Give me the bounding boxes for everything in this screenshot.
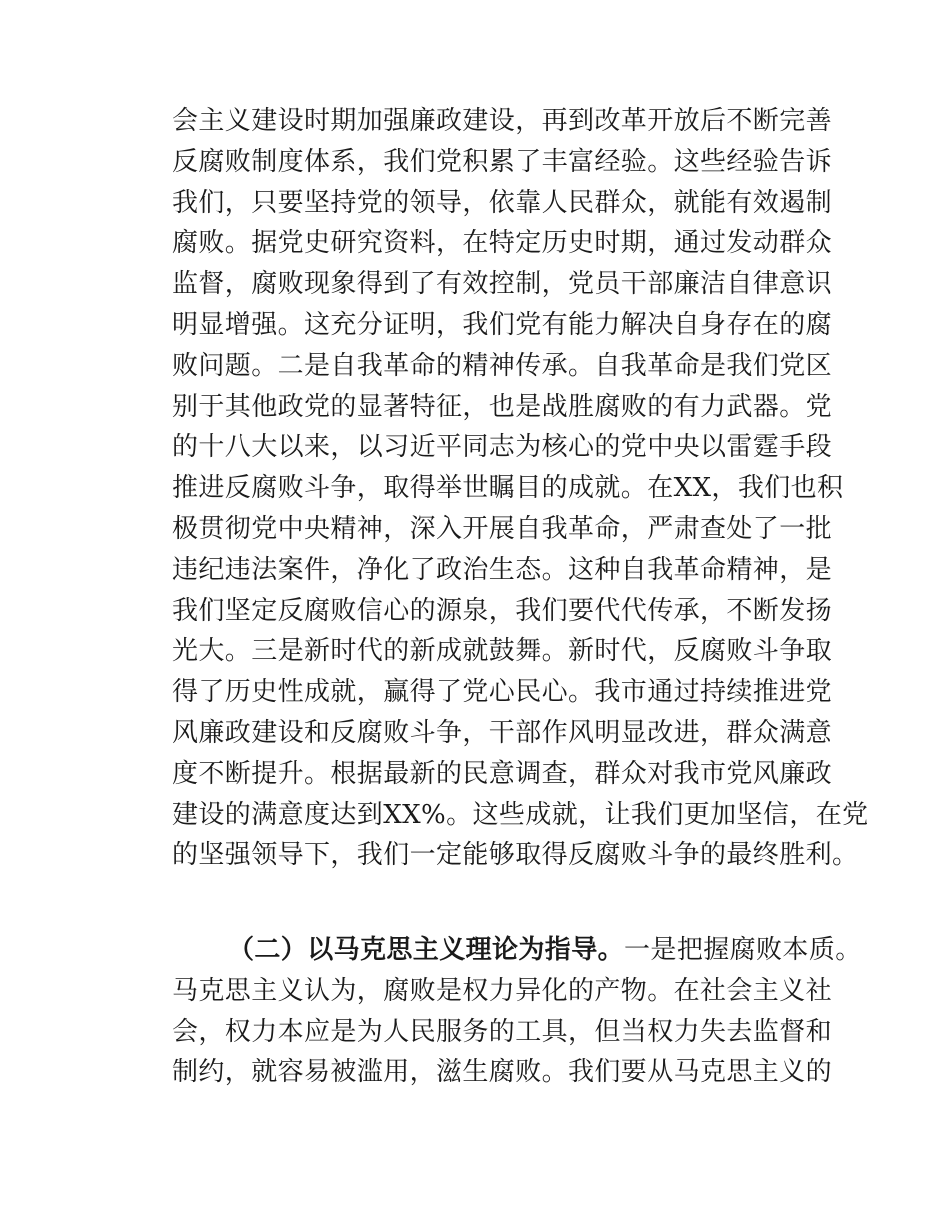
paragraph-line: 建设的满意度达到XX%。这些成就，让我们更加坚信，在党 [172, 799, 869, 830]
paragraph-line: 腐败。据党史研究资料，在特定历史时期，通过发动群众 [172, 228, 833, 259]
paragraph-line: 制约，就容易被滥用，滋生腐败。我们要从马克思主义的 [172, 1057, 833, 1088]
paragraph-line: 会主义建设时期加强廉政建设，再到改革开放后不断完善 [172, 106, 833, 136]
paragraph-line: 度不断提升。根据最新的民意调查，群众对我市党风廉政 [172, 758, 833, 789]
paragraph-line: 的十八大以来，以习近平同志为核心的党中央以雷霆手段 [172, 432, 833, 463]
paragraph-line: 得了历史性成就，赢得了党心民心。我市通过持续推进党 [172, 677, 833, 708]
paragraph-line: 我们，只要坚持党的领导，依靠人民群众，就能有效遏制 [172, 187, 833, 218]
paragraph-2 [172, 930, 862, 1093]
paragraph-line: 的坚强领导下，我们一定能够取得反腐败斗争的最终胜利。 [172, 840, 859, 871]
paragraph-line: 明显增强。这充分证明，我们党有能力解决自身存在的腐 [172, 309, 833, 340]
paragraph-line: 我们坚定反腐败信心的源泉，我们要代代传承，不断发扬 [172, 595, 833, 626]
paragraph-line: 风廉政建设和反腐败斗争，干部作风明显改进，群众满意 [172, 717, 833, 748]
paragraph-line: 极贯彻党中央精神，深入开展自我革命，严肃查处了一批 [172, 513, 833, 544]
section-heading-line [172, 930, 862, 971]
section-heading: （二）以马克思主义理论为指导。 [228, 935, 625, 965]
paragraph-line: 败问题。二是自我革命的精神传承。自我革命是我们党区 [172, 350, 833, 381]
paragraph-line: 光大。三是新时代的新成就鼓舞。新时代，反腐败斗争取 [172, 636, 833, 667]
paragraph-line: 监督，腐败现象得到了有效控制，党员干部廉洁自律意识 [172, 269, 833, 300]
paragraph-line: 别于其他政党的显著特征，也是战胜腐败的有力武器。党 [172, 391, 833, 422]
paragraph-line: 马克思主义认为，腐败是权力异化的产物。在社会主义社 [172, 975, 833, 1006]
paragraph-line: 反腐败制度体系，我们党积累了丰富经验。这些经验告诉 [172, 146, 833, 177]
paragraph-line: 推进反腐败斗争，取得举世瞩目的成就。在XX，我们也积 [172, 473, 844, 504]
paragraph-line: 违纪违法案件，净化了政治生态。这种自我革命精神，是 [172, 554, 833, 585]
section-heading-rest: 一是把握腐败本质。 [624, 935, 862, 965]
paragraph-line: 会，权力本应是为人民服务的工具，但当权力失去监督和 [172, 1016, 833, 1047]
paragraph-1 [172, 101, 869, 876]
